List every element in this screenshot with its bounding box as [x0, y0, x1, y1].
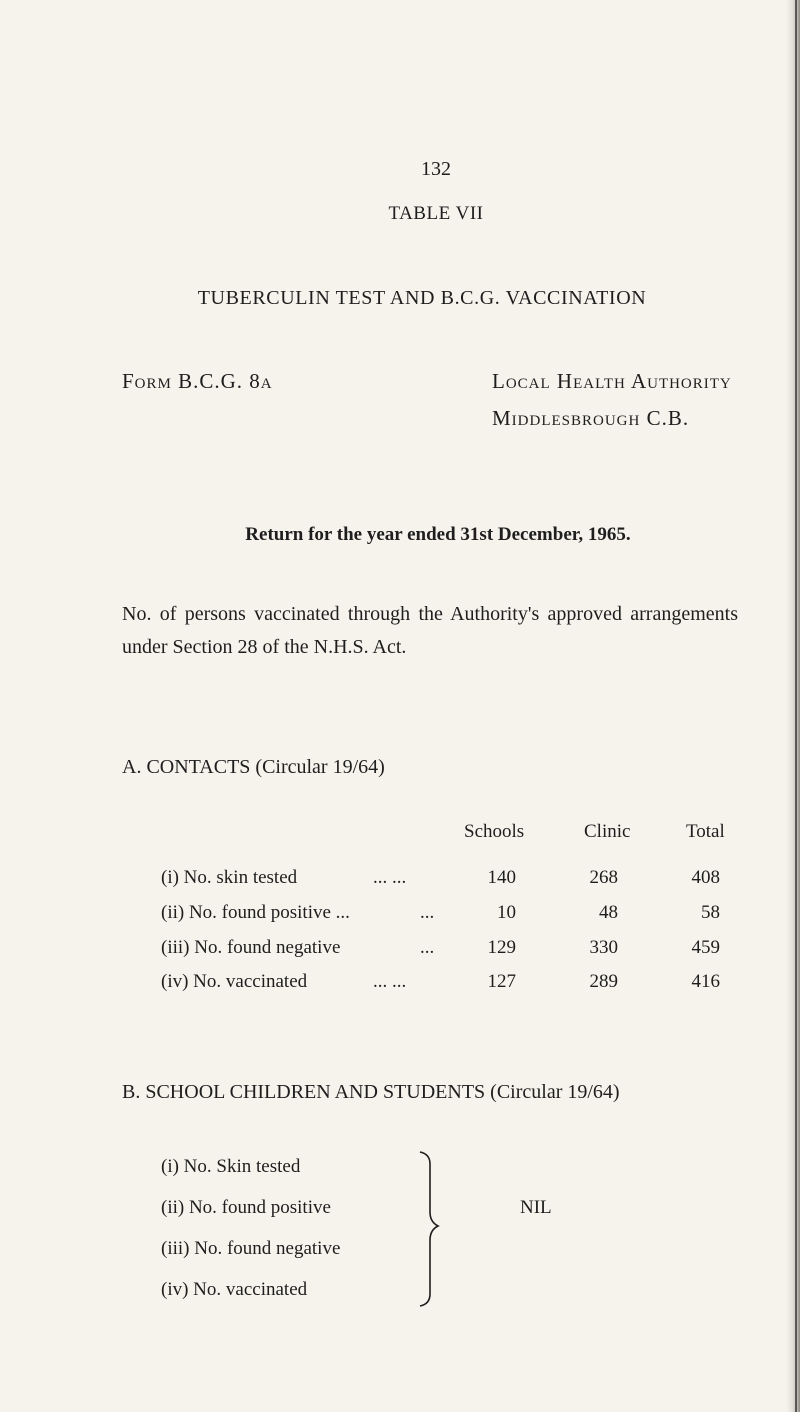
cell-total: 58 [701, 902, 720, 923]
cell-total: 408 [691, 867, 720, 888]
page-number: 132 [421, 158, 451, 180]
row-label: (ii) No. found positive ... [161, 902, 350, 923]
return-line: Return for the year ended 31st December, 1965. [245, 524, 631, 545]
row-label: (iii) No. found negative [161, 937, 341, 958]
list-item: (ii) No. found positive [161, 1197, 331, 1218]
column-header-schools: Schools [464, 821, 525, 842]
cell-schools: 127 [487, 971, 516, 992]
cell-clinic: 48 [599, 902, 618, 923]
intro-text: No. of persons vaccinated through the Authority's approved arrangements under Section 28 of the N.H.S. Act. [122, 603, 738, 658]
form-code: Form B.C.G. 8a [122, 369, 273, 393]
column-header-clinic: Clinic [584, 821, 631, 842]
nil-value: NIL [520, 1197, 552, 1218]
table-label: TABLE VII [388, 203, 484, 224]
cell-total: 459 [691, 937, 720, 958]
row-label: (i) No. skin tested [161, 867, 298, 888]
list-item: (iii) No. found negative [161, 1238, 341, 1259]
column-header-total: Total [686, 821, 725, 842]
section-b-heading: B. SCHOOL CHILDREN AND STUDENTS (Circular 19/64) [122, 1081, 620, 1103]
section-a-heading: A. CONTACTS (Circular 19/64) [122, 756, 385, 778]
row-leader: ... ... [373, 867, 407, 888]
list-item: (iv) No. vaccinated [161, 1279, 308, 1300]
cell-clinic: 289 [589, 971, 618, 992]
main-title: TUBERCULIN TEST AND B.C.G. VACCINATION [197, 287, 647, 309]
row-leader: ... ... [373, 971, 407, 992]
authority-name: Local Health Authority [492, 369, 732, 393]
cell-schools: 10 [497, 902, 516, 923]
row-leader: ... [420, 937, 435, 958]
row-label: (iv) No. vaccinated [161, 971, 308, 992]
cell-schools: 140 [487, 867, 516, 888]
authority-area: Middlesbrough C.B. [492, 406, 690, 430]
right-brace [410, 1148, 450, 1308]
cell-total: 416 [691, 971, 720, 992]
cell-clinic: 268 [589, 867, 618, 888]
list-item: (i) No. Skin tested [161, 1156, 301, 1177]
cell-schools: 129 [487, 937, 516, 958]
row-leader: ... [420, 902, 435, 923]
cell-clinic: 330 [589, 937, 618, 958]
